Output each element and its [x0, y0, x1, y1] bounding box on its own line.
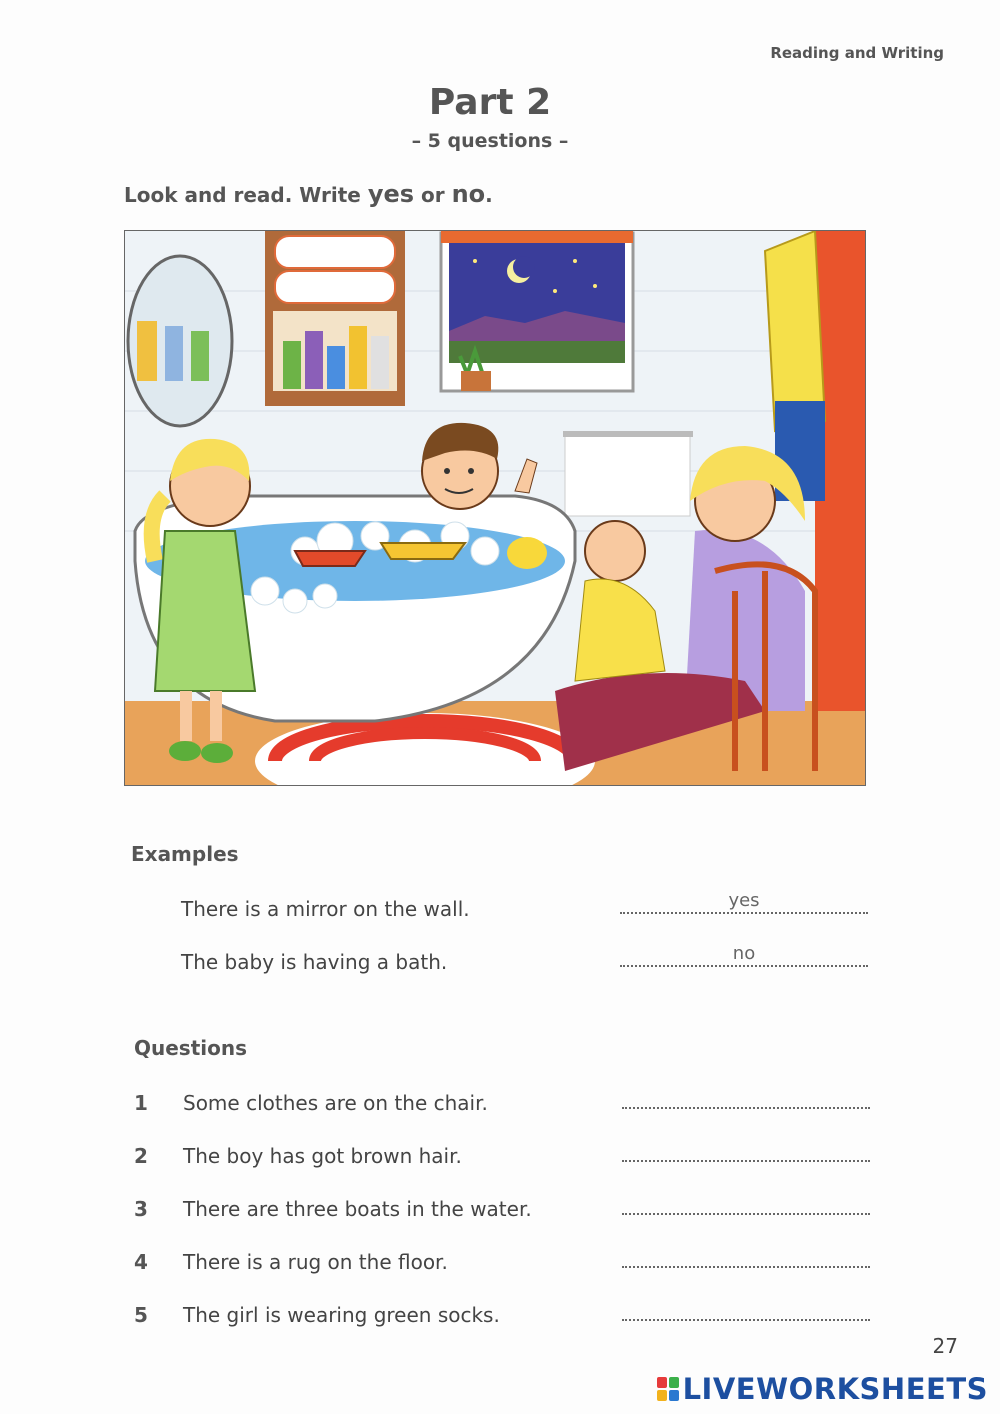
- liveworksheets-icon: [657, 1377, 679, 1401]
- question-5-number: 5: [134, 1303, 148, 1327]
- instruction-or: or: [421, 183, 445, 207]
- question-4-text: There is a rug on the floor.: [183, 1250, 448, 1274]
- instruction-yes: yes: [367, 180, 415, 208]
- bathroom-illustration: [124, 230, 866, 786]
- example-2-text: The baby is having a bath.: [181, 950, 448, 974]
- question-1-answer[interactable]: [622, 1085, 870, 1109]
- question-2-answer[interactable]: [622, 1138, 870, 1162]
- question-3-number: 3: [134, 1197, 148, 1221]
- section-header: Reading and Writing: [770, 44, 944, 62]
- page-subtitle: – 5 questions –: [411, 130, 569, 152]
- green-socks: [169, 741, 201, 761]
- question-3-text: There are three boats in the water.: [183, 1197, 532, 1221]
- question-5-answer[interactable]: [622, 1297, 870, 1321]
- page-number: 27: [932, 1334, 958, 1358]
- liveworksheets-logo[interactable]: [657, 1372, 988, 1406]
- boat-red: [295, 551, 365, 566]
- example-1-text: There is a mirror on the wall.: [181, 897, 470, 921]
- question-1-text: Some clothes are on the chair.: [183, 1091, 488, 1115]
- boat-yellow: [381, 543, 465, 559]
- example-2-answer: no: [620, 943, 868, 967]
- question-4-number: 4: [134, 1250, 148, 1274]
- questions-heading: Questions: [134, 1036, 248, 1060]
- page-title: Part 2: [428, 82, 552, 123]
- towel-shelf: [265, 231, 405, 406]
- instruction: [124, 180, 493, 208]
- bathroom-scene: [125, 231, 865, 785]
- instruction-no: no: [451, 180, 486, 208]
- question-3-answer[interactable]: [622, 1191, 870, 1215]
- question-2-number: 2: [134, 1144, 148, 1168]
- examples-heading: Examples: [131, 842, 239, 866]
- window: [441, 231, 633, 391]
- rubber-duck: [507, 537, 547, 569]
- instruction-prefix: Look and read. Write: [124, 183, 361, 207]
- question-1-number: 1: [134, 1091, 148, 1115]
- instruction-suffix: .: [485, 183, 493, 207]
- example-1-answer: yes: [620, 890, 868, 914]
- question-5-text: The girl is wearing green socks.: [183, 1303, 500, 1327]
- question-2-text: The boy has got brown hair.: [183, 1144, 462, 1168]
- question-4-answer[interactable]: [622, 1244, 870, 1268]
- brand-name: LIVEWORKSHEETS: [682, 1372, 988, 1406]
